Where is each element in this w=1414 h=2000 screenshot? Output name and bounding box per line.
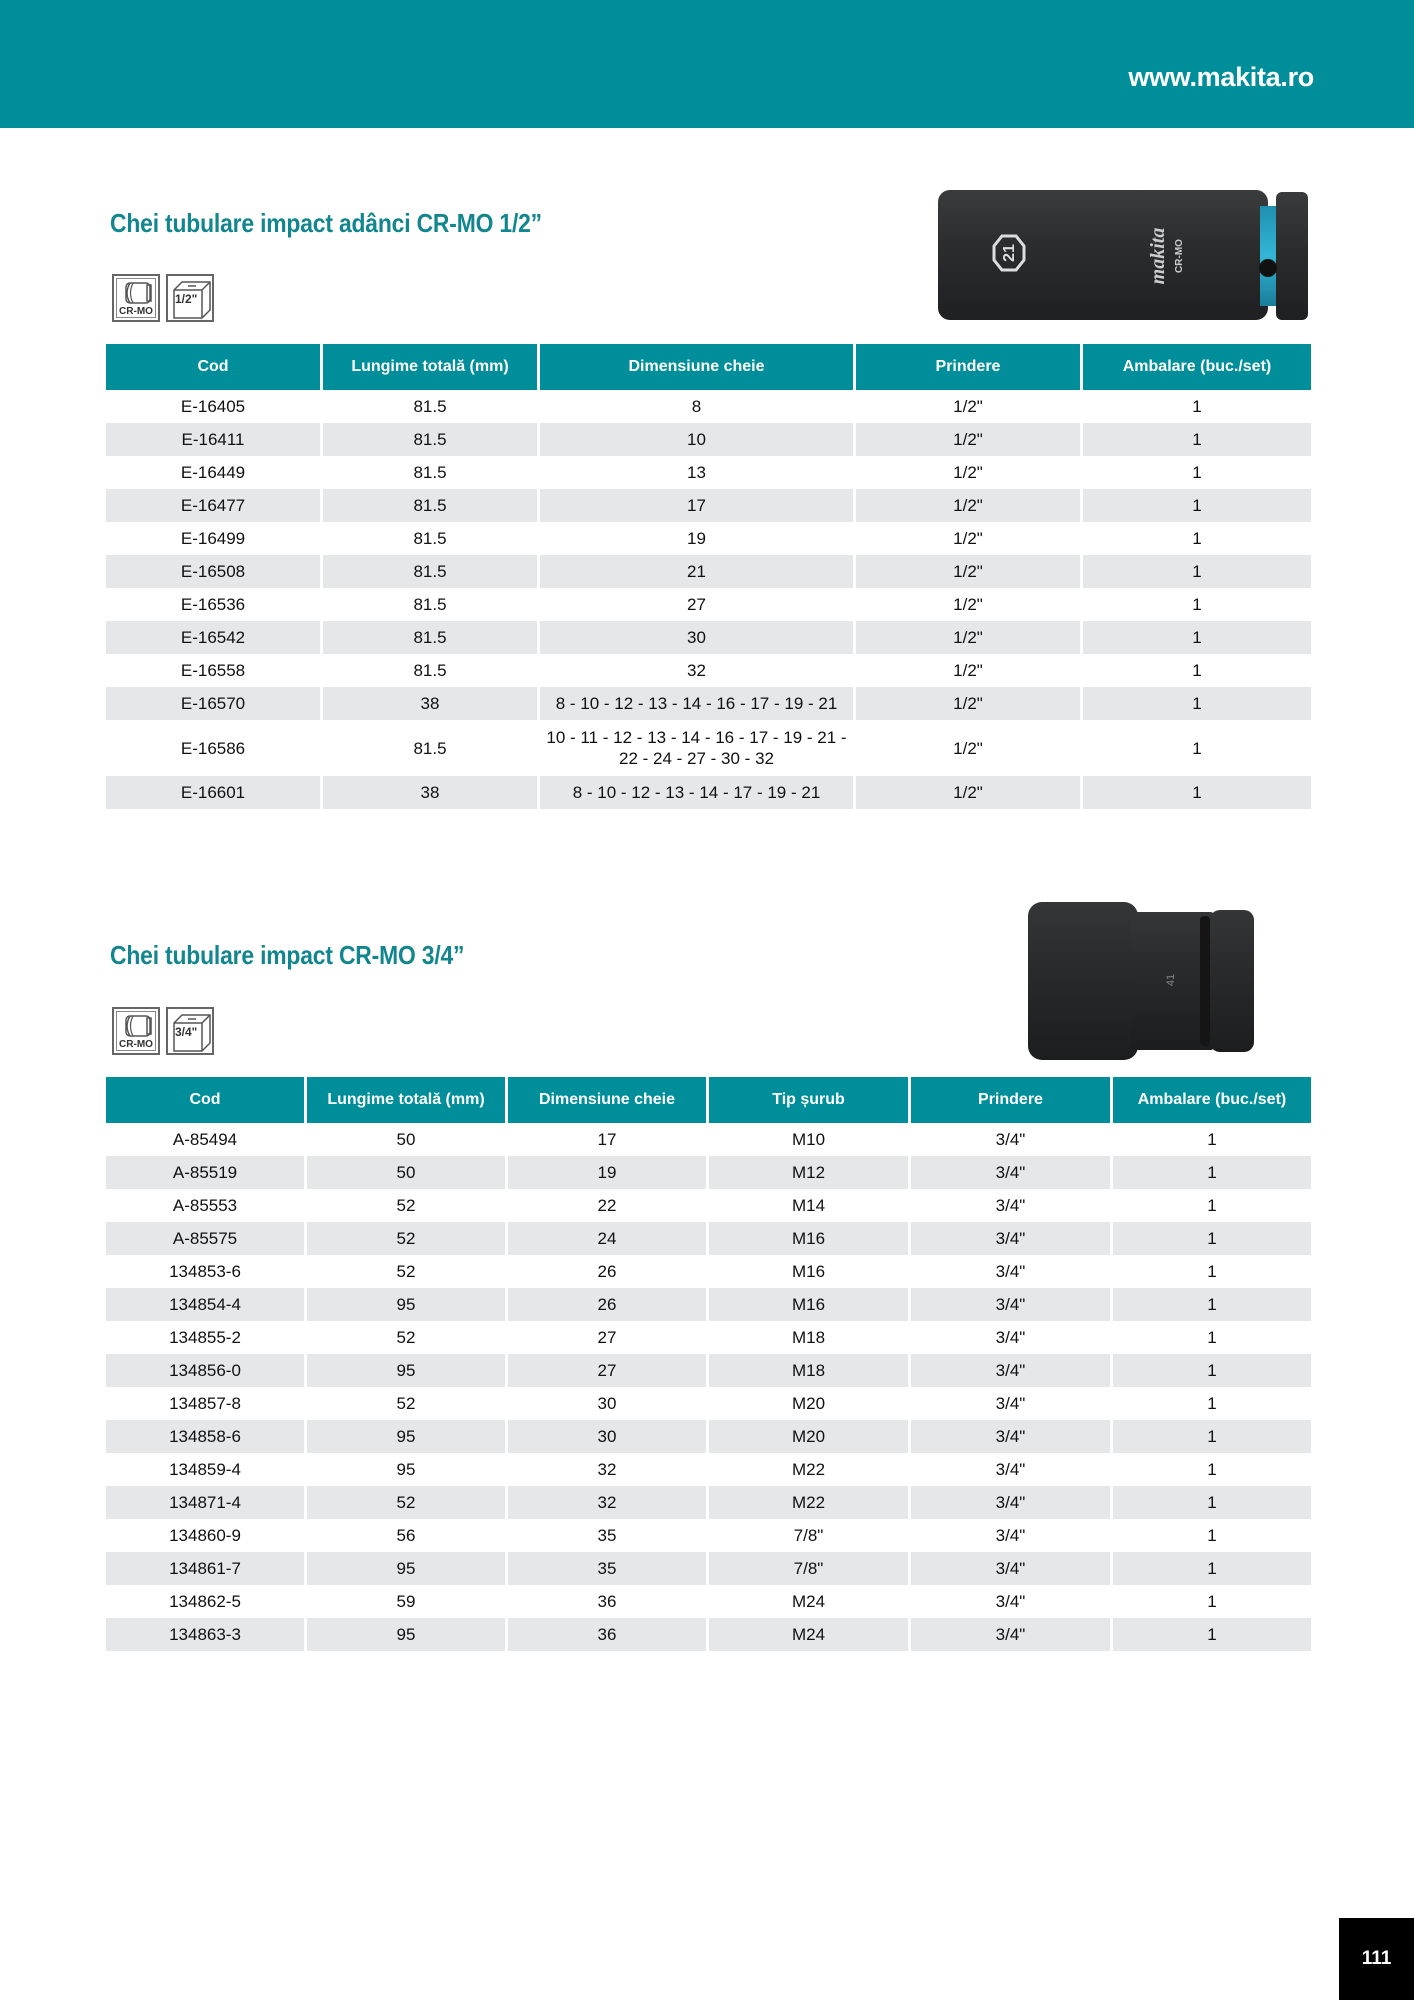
cell-packaging: 1 bbox=[1192, 397, 1202, 416]
table-row bbox=[106, 1486, 1311, 1519]
table-row bbox=[106, 555, 1311, 588]
cell-drive: 3/4" bbox=[911, 1156, 1110, 1189]
cell-drive: 3/4" bbox=[995, 1262, 1026, 1281]
cell-key-size: 8 - 10 - 12 - 13 - 14 - 17 - 19 - 21 bbox=[540, 776, 853, 809]
svg-text:21: 21 bbox=[1001, 244, 1018, 262]
cell-drive: 1/2" bbox=[856, 621, 1080, 654]
cell-key-size: 36 bbox=[597, 1592, 617, 1611]
column-header-packaging: Ambalare (buc./set) bbox=[1083, 344, 1311, 390]
cell-code: A-85519 bbox=[106, 1156, 304, 1189]
cell-packaging: 1 bbox=[1207, 1196, 1217, 1215]
cell-key-size: 26 bbox=[508, 1288, 706, 1321]
table-row bbox=[106, 588, 1311, 621]
cell-packaging: 1 bbox=[1192, 595, 1202, 614]
cell-packaging: 1 bbox=[1113, 1486, 1311, 1519]
cell-packaging: 1 bbox=[1192, 738, 1202, 758]
svg-text:CR-MO: CR-MO bbox=[1174, 239, 1185, 273]
cell-packaging: 1 bbox=[1207, 1328, 1217, 1347]
table-row bbox=[106, 654, 1311, 687]
cell-length: 50 bbox=[396, 1130, 416, 1149]
cell-packaging: 1 bbox=[1083, 423, 1311, 456]
cell-drive: 3/4" bbox=[995, 1526, 1026, 1545]
cell-code: E-16411 bbox=[106, 423, 320, 456]
table-row bbox=[106, 1255, 1311, 1288]
table-row bbox=[106, 456, 1311, 489]
cell-key-size: 27 bbox=[597, 1328, 617, 1347]
cell-length: 52 bbox=[396, 1328, 416, 1347]
cell-code: E-16542 bbox=[106, 621, 320, 654]
column-header-length: Lungime totală (mm) bbox=[307, 1077, 505, 1123]
table-row bbox=[106, 1585, 1311, 1618]
column-header-key-size: Dimensiune cheie bbox=[540, 344, 853, 390]
cell-length: 81.5 bbox=[413, 397, 447, 416]
table-row bbox=[106, 1354, 1311, 1387]
cell-key-size: 32 bbox=[597, 1460, 617, 1479]
table-row bbox=[106, 621, 1311, 654]
table-row bbox=[106, 1156, 1311, 1189]
cell-code: E-16499 bbox=[180, 529, 246, 548]
cell-length: 52 bbox=[307, 1222, 505, 1255]
cell-length: 81.5 bbox=[413, 463, 447, 482]
table-row bbox=[106, 1123, 1311, 1156]
cell-drive: 3/4" bbox=[911, 1618, 1110, 1651]
cell-key-size: 19 bbox=[687, 529, 706, 548]
cell-screw-type: M12 bbox=[709, 1156, 908, 1189]
cell-key-size: 27 bbox=[687, 595, 706, 614]
column-header-cod: Cod bbox=[106, 344, 320, 390]
table-row bbox=[106, 489, 1311, 522]
svg-text:makita: makita bbox=[1147, 227, 1169, 285]
cell-screw-type: M16 bbox=[709, 1288, 908, 1321]
cell-drive: 3/4" bbox=[995, 1592, 1026, 1611]
cell-key-size: 17 bbox=[597, 1130, 617, 1149]
cell-code: 134855-2 bbox=[169, 1328, 241, 1347]
table-row bbox=[106, 1189, 1311, 1222]
cell-length: 81.5 bbox=[413, 661, 447, 680]
page-number: 111 bbox=[1339, 1918, 1414, 2000]
cell-length: 95 bbox=[396, 1460, 416, 1479]
cr-mo-socket-icon: CR-MO bbox=[112, 274, 160, 322]
table-row bbox=[106, 1519, 1311, 1552]
cell-code: E-16449 bbox=[180, 463, 246, 482]
feature-badges bbox=[112, 1007, 214, 1055]
cell-key-size: 35 bbox=[508, 1552, 706, 1585]
cell-code: E-16477 bbox=[106, 489, 320, 522]
cell-drive: 3/4" bbox=[911, 1486, 1110, 1519]
deep-sockets-spec-table bbox=[103, 344, 1314, 809]
cell-length: 95 bbox=[307, 1288, 505, 1321]
cell-code: 134871-4 bbox=[106, 1486, 304, 1519]
cell-key-size: 30 bbox=[540, 621, 853, 654]
cell-screw-type: M24 bbox=[791, 1592, 826, 1611]
cell-packaging: 1 bbox=[1083, 687, 1311, 720]
cell-screw-type: M16 bbox=[709, 1222, 908, 1255]
cell-screw-type: 7/8" bbox=[793, 1526, 824, 1545]
cell-packaging: 1 bbox=[1207, 1394, 1217, 1413]
cell-drive: 1/2" bbox=[953, 738, 983, 758]
section-title-impact-sockets: Chei tubulare impact CR-MO 3/4” bbox=[110, 940, 465, 970]
table-header-row bbox=[106, 344, 1311, 390]
cell-packaging: 1 bbox=[1113, 1288, 1311, 1321]
cell-screw-type: M22 bbox=[791, 1460, 826, 1479]
cell-drive: 1/2" bbox=[953, 463, 983, 482]
cell-length: 81.5 bbox=[323, 621, 537, 654]
cell-packaging: 1 bbox=[1083, 621, 1311, 654]
column-header-packaging: Ambalare (buc./set) bbox=[1113, 1077, 1311, 1123]
cell-packaging: 1 bbox=[1083, 555, 1311, 588]
table-row bbox=[106, 390, 1311, 423]
table-row bbox=[106, 1387, 1311, 1420]
cell-drive: 1/2" bbox=[856, 555, 1080, 588]
cell-code: 134857-8 bbox=[169, 1394, 241, 1413]
cell-code: E-16586 bbox=[180, 738, 246, 758]
cell-drive: 3/4" bbox=[911, 1288, 1110, 1321]
cell-length: 95 bbox=[307, 1618, 505, 1651]
cell-screw-type: M16 bbox=[791, 1262, 826, 1281]
cell-drive: 1/2" bbox=[856, 687, 1080, 720]
cell-code: 134856-0 bbox=[106, 1354, 304, 1387]
cell-code: 134862-5 bbox=[169, 1592, 241, 1611]
cell-key-size: 10 bbox=[540, 423, 853, 456]
table-row bbox=[106, 687, 1311, 720]
cell-key-size: 22 bbox=[597, 1196, 617, 1215]
cell-key-size: 36 bbox=[508, 1618, 706, 1651]
cell-length: 52 bbox=[396, 1196, 416, 1215]
cell-key-size: 35 bbox=[597, 1526, 617, 1545]
cell-code: 134863-3 bbox=[106, 1618, 304, 1651]
table-row bbox=[106, 1222, 1311, 1255]
cell-screw-type: M18 bbox=[709, 1354, 908, 1387]
cell-drive: 3/4" bbox=[995, 1328, 1026, 1347]
column-header-screw-type: Tip șurub bbox=[709, 1077, 908, 1123]
cell-packaging: 1 bbox=[1207, 1460, 1217, 1479]
cell-packaging: 1 bbox=[1207, 1130, 1217, 1149]
cell-code: E-16508 bbox=[106, 555, 320, 588]
cell-screw-type: M20 bbox=[709, 1420, 908, 1453]
cell-length: 52 bbox=[396, 1262, 416, 1281]
table-row bbox=[106, 1453, 1311, 1486]
cell-packaging: 1 bbox=[1083, 776, 1311, 809]
cell-key-size: 30 bbox=[597, 1394, 617, 1413]
table-row bbox=[106, 1552, 1311, 1585]
cr-mo-socket-icon: CR-MO bbox=[112, 1007, 160, 1055]
cell-key-size: 32 bbox=[687, 661, 706, 680]
cell-drive: 3/4" bbox=[911, 1552, 1110, 1585]
cell-packaging: 1 bbox=[1083, 489, 1311, 522]
cell-length: 59 bbox=[396, 1592, 416, 1611]
cell-code: E-16405 bbox=[180, 397, 246, 416]
cell-length: 81.5 bbox=[323, 555, 537, 588]
cell-drive: 3/4" bbox=[911, 1420, 1110, 1453]
cell-key-size: 8 bbox=[691, 397, 702, 416]
table-row bbox=[106, 522, 1311, 555]
cell-code: 134859-4 bbox=[169, 1460, 241, 1479]
cell-packaging: 1 bbox=[1113, 1354, 1311, 1387]
cell-packaging: 1 bbox=[1113, 1156, 1311, 1189]
cell-key-size: 21 bbox=[540, 555, 853, 588]
square-drive-icon: 1/2" bbox=[166, 274, 214, 322]
column-header-drive: Prindere bbox=[856, 344, 1080, 390]
cell-code: 134853-6 bbox=[169, 1262, 241, 1281]
impact-socket-image bbox=[1020, 896, 1260, 1071]
cell-code: A-85553 bbox=[172, 1196, 238, 1215]
table-row bbox=[106, 720, 1311, 776]
cell-drive: 1/2" bbox=[953, 529, 983, 548]
table-row bbox=[106, 776, 1311, 809]
cell-drive: 1/2" bbox=[856, 776, 1080, 809]
cell-code: A-85575 bbox=[106, 1222, 304, 1255]
cell-key-size: 24 bbox=[508, 1222, 706, 1255]
cell-length: 81.5 bbox=[323, 489, 537, 522]
impact-sockets-spec-table bbox=[103, 1077, 1314, 1651]
cell-packaging: 1 bbox=[1192, 463, 1202, 482]
cell-drive: 1/2" bbox=[856, 423, 1080, 456]
column-header-key-size: Dimensiune cheie bbox=[508, 1077, 706, 1123]
cell-screw-type: 7/8" bbox=[709, 1552, 908, 1585]
cell-screw-type: M18 bbox=[791, 1328, 826, 1347]
cell-drive: 3/4" bbox=[911, 1222, 1110, 1255]
cell-screw-type: M20 bbox=[791, 1394, 826, 1413]
cell-key-size: 17 bbox=[540, 489, 853, 522]
cell-code: 134861-7 bbox=[106, 1552, 304, 1585]
column-header-length: Lungime totală (mm) bbox=[323, 344, 537, 390]
cell-packaging: 1 bbox=[1113, 1618, 1311, 1651]
cell-length: 81.5 bbox=[323, 423, 537, 456]
cell-drive: 1/2" bbox=[953, 397, 983, 416]
cell-length: 95 bbox=[307, 1420, 505, 1453]
cell-packaging: 1 bbox=[1113, 1552, 1311, 1585]
svg-text:41: 41 bbox=[1165, 973, 1177, 987]
cell-code: E-16558 bbox=[180, 661, 246, 680]
cell-key-size: 26 bbox=[597, 1262, 617, 1281]
cell-key-size: 30 bbox=[508, 1420, 706, 1453]
deep-impact-socket-image bbox=[934, 186, 1314, 331]
table-row bbox=[106, 423, 1311, 456]
cell-length: 81.5 bbox=[413, 738, 447, 758]
cell-length: 38 bbox=[323, 687, 537, 720]
cell-drive: 3/4" bbox=[995, 1196, 1026, 1215]
cell-key-size: 32 bbox=[508, 1486, 706, 1519]
cell-drive: 3/4" bbox=[911, 1354, 1110, 1387]
column-header-drive: Prindere bbox=[911, 1077, 1110, 1123]
cell-packaging: 1 bbox=[1207, 1592, 1217, 1611]
cell-code: A-85494 bbox=[172, 1130, 238, 1149]
cell-code: E-16570 bbox=[106, 687, 320, 720]
cell-length: 38 bbox=[323, 776, 537, 809]
cell-length: 95 bbox=[307, 1354, 505, 1387]
cell-drive: 3/4" bbox=[995, 1460, 1026, 1479]
cell-length: 50 bbox=[307, 1156, 505, 1189]
cell-screw-type: M22 bbox=[709, 1486, 908, 1519]
cell-drive: 3/4" bbox=[995, 1130, 1026, 1149]
cell-drive: 1/2" bbox=[856, 489, 1080, 522]
cell-length: 95 bbox=[307, 1552, 505, 1585]
table-row bbox=[106, 1321, 1311, 1354]
cell-packaging: 1 bbox=[1113, 1222, 1311, 1255]
cell-code: 134860-9 bbox=[169, 1526, 241, 1545]
cell-key-size: 13 bbox=[687, 463, 706, 482]
cell-drive: 1/2" bbox=[953, 661, 983, 680]
column-header-cod: Cod bbox=[106, 1077, 304, 1123]
cell-code: E-16536 bbox=[180, 595, 246, 614]
cell-key-size: 10 - 11 - 12 - 13 - 14 - 16 - 17 - 19 - 21 - 22 - 24 - 27 - 30 - 32 bbox=[546, 728, 847, 768]
square-drive-icon: 3/4" bbox=[166, 1007, 214, 1055]
table-row bbox=[106, 1288, 1311, 1321]
cell-length: 81.5 bbox=[413, 529, 447, 548]
cell-screw-type: M10 bbox=[791, 1130, 826, 1149]
table-row bbox=[106, 1618, 1311, 1651]
cell-code: E-16601 bbox=[106, 776, 320, 809]
cell-packaging: 1 bbox=[1113, 1420, 1311, 1453]
cell-packaging: 1 bbox=[1207, 1526, 1217, 1545]
cell-key-size: 8 - 10 - 12 - 13 - 14 - 16 - 17 - 19 - 21 bbox=[540, 687, 853, 720]
cell-screw-type: M14 bbox=[791, 1196, 826, 1215]
cell-length: 52 bbox=[396, 1394, 416, 1413]
cell-code: 134858-6 bbox=[106, 1420, 304, 1453]
feature-badges bbox=[112, 274, 214, 322]
table-row bbox=[106, 1420, 1311, 1453]
cell-packaging: 1 bbox=[1192, 661, 1202, 680]
cell-drive: 1/2" bbox=[953, 595, 983, 614]
cell-screw-type: M24 bbox=[709, 1618, 908, 1651]
cell-length: 52 bbox=[307, 1486, 505, 1519]
cell-key-size: 27 bbox=[508, 1354, 706, 1387]
cell-drive: 3/4" bbox=[995, 1394, 1026, 1413]
section-title-deep-sockets: Chei tubulare impact adânci CR-MO 1/2” bbox=[110, 208, 542, 238]
cell-packaging: 1 bbox=[1192, 529, 1202, 548]
cell-length: 56 bbox=[396, 1526, 416, 1545]
cell-code: 134854-4 bbox=[106, 1288, 304, 1321]
cell-packaging: 1 bbox=[1207, 1262, 1217, 1281]
site-url[interactable]: www.makita.ro bbox=[1128, 62, 1314, 92]
cell-length: 81.5 bbox=[413, 595, 447, 614]
header-bar bbox=[0, 0, 1414, 128]
table-header-row bbox=[106, 1077, 1311, 1123]
cell-key-size: 19 bbox=[508, 1156, 706, 1189]
